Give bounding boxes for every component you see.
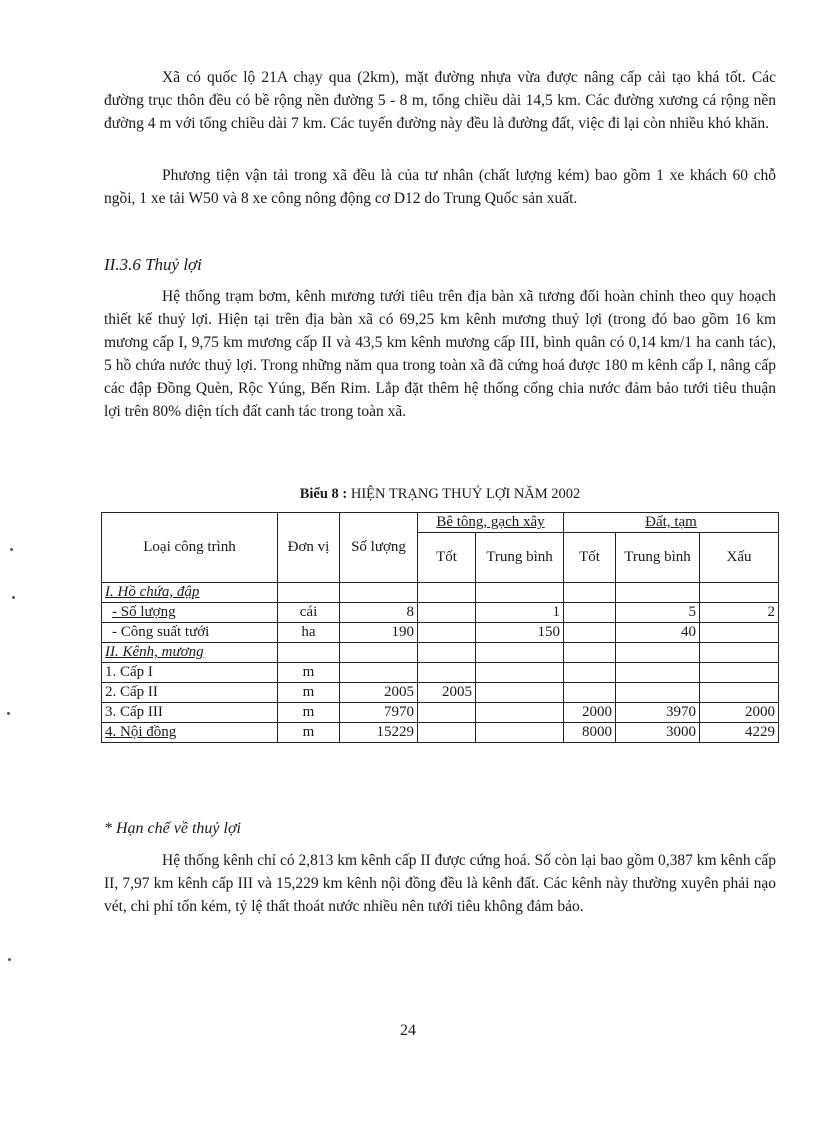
row-name: 1. Cấp I — [102, 663, 278, 683]
row-name: - Công suất tưới — [102, 623, 278, 643]
header-xau: Xấu — [700, 533, 779, 583]
header-trung-binh-1: Trung bình — [476, 533, 564, 583]
table-caption-text: HIỆN TRẠNG THUỶ LỢI NĂM 2002 — [350, 486, 581, 502]
header-so-luong: Số lượng — [340, 513, 418, 583]
row-name: II. Kênh, mương — [102, 643, 278, 663]
scan-speck — [12, 596, 15, 599]
page-number: 24 — [400, 1022, 416, 1039]
table-row: - Số lượng cái 8 1 5 2 — [102, 603, 779, 623]
table-row: 2. Cấp II m 2005 2005 — [102, 683, 779, 703]
header-trung-binh-2: Trung bình — [616, 533, 700, 583]
table-row — [102, 583, 779, 603]
paragraph-irrigation: Hệ thống trạm bơm, kênh mương tưới tiêu trên địa bàn xã tương đối hoàn chỉnh theo quy hoạch thiết kế thuỷ lợi. Hiện tại trên địa bàn xã có 69,25 km kênh mương thuỷ lợi (trong đó bao gồm 16 km mương cấp I, 9,75 km mương cấp II và 43,5 km kênh mương cấp III, bình quân có 0,14 km/1 ha canh tác), 5 hồ chứa nước thuỷ lợi. Trong những năm qua trong toàn xã đã cứng hoá được 180 m kênh cấp I, nâng cấp các đập Đồng Quèn, Rộc Yúng, Bến Rim. Lắp đặt thêm hệ thống cống chia nước đảm bảo tưới tiêu thuận lợi trên 80% diện tích đất canh tác trong toàn xã. — [104, 288, 776, 420]
scan-speck — [10, 548, 13, 551]
header-don-vi: Đơn vị — [278, 513, 340, 583]
header-tot-1: Tốt — [418, 533, 476, 583]
header-group-dat-tam: Đất, tạm — [564, 513, 779, 533]
table-row: 4. Nội đồng m 15229 8000 3000 4229 — [102, 723, 779, 743]
irrigation-table — [101, 512, 779, 743]
paragraph-roads: Xã có quốc lộ 21A chạy qua (2km), mặt đường nhựa vừa được nâng cấp cải tạo khá tốt. Các đường trục thôn đều có bề rộng nền đường 5 - 8 m, tổng chiều dài 14,5 km. Các đường xương cá rộng nền đường 4 m với tổng chiều dài 7 km. Các tuyến đường này đều là đường đất, việc đi lại còn nhiều khó khăn. — [104, 69, 776, 132]
scan-speck — [7, 712, 10, 715]
table-row: 3. Cấp III m 7970 2000 3970 2000 — [102, 703, 779, 723]
header-tot-2: Tốt — [564, 533, 616, 583]
paragraph-limitations: Hệ thống kênh chỉ có 2,813 km kênh cấp II được cứng hoá. Số còn lại bao gồm 0,387 km kênh cấp II, 7,97 km kênh cấp III và 15,229 km kênh nội đồng đều là kênh đất. Các kênh này thường xuyên phải nạo vét, chi phí tốn kém, tỷ lệ thất thoát nước nhiều nên tưới tiêu không đảm bảo. — [104, 852, 776, 915]
subsection-title: * Hạn chế về thuỷ lợi — [104, 820, 241, 837]
table-row: - Công suất tưới ha 190 150 40 — [102, 623, 779, 643]
table-row: 1. Cấp I m — [102, 663, 779, 683]
row-name: - Số lượng — [102, 603, 278, 623]
section-title: II.3.6 Thuỷ lợi — [104, 255, 202, 274]
row-name: 2. Cấp II — [102, 683, 278, 703]
header-loai: Loại công trình — [102, 513, 278, 583]
table-row — [102, 643, 779, 663]
table-caption — [104, 486, 776, 503]
scan-speck — [8, 958, 11, 961]
header-group-be-tong: Bê tông, gạch xây — [418, 513, 564, 533]
paragraph-vehicles: Phương tiện vận tải trong xã đều là của tư nhân (chất lượng kém) bao gồm 1 xe khách 60 chỗ ngồi, 1 xe tải W50 và 8 xe công nông động cơ D12 do Trung Quốc sản xuất. — [104, 167, 776, 207]
row-name: 3. Cấp III — [102, 703, 278, 723]
row-name: 4. Nội đồng — [102, 723, 278, 743]
table-caption-label: Biểu 8 : — [299, 486, 348, 502]
row-name: I. Hồ chứa, đập — [102, 583, 278, 603]
